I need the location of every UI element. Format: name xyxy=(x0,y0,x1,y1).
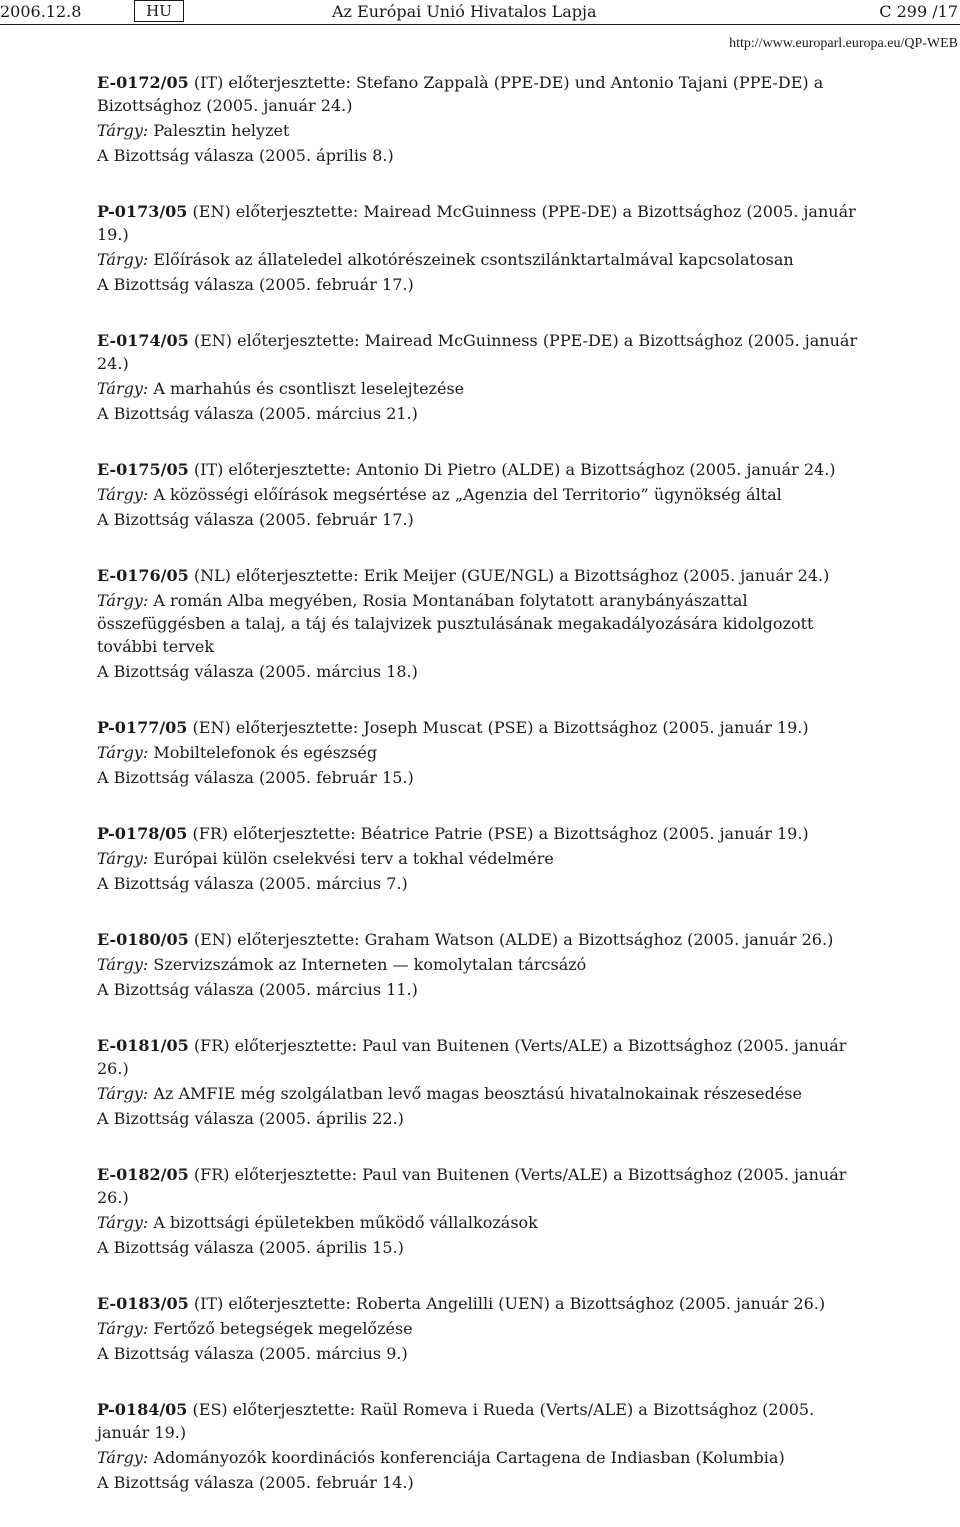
question-ref: E-0182/05 xyxy=(97,1165,189,1184)
question-ref: E-0181/05 xyxy=(97,1036,189,1055)
entry-submission xyxy=(97,1292,867,1315)
submission-text: (EN) előterjesztette: Mairead McGuinness (PPE-DE) a Bizottsághoz (2005. január 24.) xyxy=(97,331,858,373)
subject-label: Tárgy: xyxy=(97,591,149,610)
subject-text: Előírások az állateledel alkotórészeinek csontszilánktartalmával kapcsolatosan xyxy=(148,250,794,269)
submission-text: (IT) előterjesztette: Roberta Angelilli (UEN) a Bizottsághoz (2005. január 26.) xyxy=(188,1294,826,1313)
entry-submission xyxy=(97,716,867,739)
submission-text: (IT) előterjesztette: Stefano Zappalà (PPE-DE) und Antonio Tajani (PPE-DE) a Bizottsághoz (2005. január 24.) xyxy=(97,73,824,115)
entry-submission xyxy=(97,822,867,845)
subject-text: Fertőző betegségek megelőzése xyxy=(148,1319,413,1338)
page-reference: C 299 /17 xyxy=(879,2,958,21)
subject-label: Tárgy: xyxy=(97,849,149,868)
question-ref: P-0178/05 xyxy=(97,824,188,843)
entry-subject xyxy=(97,119,867,142)
question-ref: E-0174/05 xyxy=(97,331,189,350)
entry-subject xyxy=(97,483,867,506)
entry-submission xyxy=(97,1398,867,1444)
subject-text: A közösségi előírások megsértése az „Agenzia del Territorio” ügynökség által xyxy=(148,485,782,504)
entry-answer: A Bizottság válasza (2005. február 14.) xyxy=(97,1473,414,1492)
submission-text: (FR) előterjesztette: Béatrice Patrie (PSE) a Bizottsághoz (2005. január 19.) xyxy=(187,824,809,843)
subject-text: Mobiltelefonok és egészség xyxy=(148,743,378,762)
entry-answer: A Bizottság válasza (2005. február 17.) xyxy=(97,275,414,294)
entry-subject xyxy=(97,377,867,400)
subject-text: Európai külön cselekvési terv a tokhal védelmére xyxy=(148,849,554,868)
entry-subject xyxy=(97,1082,867,1105)
entry-submission xyxy=(97,71,867,117)
entry-submission xyxy=(97,200,867,246)
entry-answer: A Bizottság válasza (2005. március 7.) xyxy=(97,874,408,893)
entry-answer: A Bizottság válasza (2005. április 22.) xyxy=(97,1109,404,1128)
entry-submission xyxy=(97,1034,867,1080)
subject-label: Tárgy: xyxy=(97,1319,149,1338)
submission-text: (ES) előterjesztette: Raül Romeva i Rueda (Verts/ALE) a Bizottsághoz (2005. január 19.) xyxy=(97,1400,815,1442)
question-ref: E-0172/05 xyxy=(97,73,189,92)
journal-title: Az Európai Unió Hivatalos Lapja xyxy=(332,2,597,21)
entry-answer: A Bizottság válasza (2005. április 8.) xyxy=(97,146,394,165)
subject-text: Az AMFIE még szolgálatban levő magas beosztású hivatalnokainak részesedése xyxy=(148,1084,802,1103)
header-divider xyxy=(0,24,960,25)
question-entry xyxy=(97,1398,867,1494)
entry-submission xyxy=(97,458,867,481)
question-entry xyxy=(97,928,867,1001)
subject-label: Tárgy: xyxy=(97,1448,149,1467)
question-ref: P-0184/05 xyxy=(97,1400,188,1419)
question-entry xyxy=(97,200,867,296)
question-ref: E-0183/05 xyxy=(97,1294,189,1313)
subject-text: Palesztin helyzet xyxy=(148,121,290,140)
question-entry xyxy=(97,329,867,425)
submission-text: (FR) előterjesztette: Paul van Buitenen (Verts/ALE) a Bizottsághoz (2005. január 26.) xyxy=(97,1036,847,1078)
entry-answer: A Bizottság válasza (2005. március 21.) xyxy=(97,404,418,423)
entry-submission xyxy=(97,1163,867,1209)
subject-text: Adományozók koordinációs konferenciája Cartagena de Indiasban (Kolumbia) xyxy=(148,1448,785,1467)
subject-text: A bizottsági épületekben működő vállalkozások xyxy=(148,1213,538,1232)
question-entry xyxy=(97,564,867,683)
subject-label: Tárgy: xyxy=(97,250,149,269)
question-list xyxy=(97,71,867,1527)
entry-subject xyxy=(97,1211,867,1234)
subject-label: Tárgy: xyxy=(97,955,149,974)
question-ref: P-0177/05 xyxy=(97,718,188,737)
entry-subject xyxy=(97,1446,867,1469)
submission-text: (EN) előterjesztette: Joseph Muscat (PSE) a Bizottsághoz (2005. január 19.) xyxy=(187,718,809,737)
subject-label: Tárgy: xyxy=(97,121,149,140)
submission-text: (FR) előterjesztette: Paul van Buitenen (Verts/ALE) a Bizottsághoz (2005. január 26.) xyxy=(97,1165,847,1207)
subject-text: Szervizszámok az Interneten — komolytalan tárcsázó xyxy=(148,955,587,974)
subject-label: Tárgy: xyxy=(97,379,149,398)
entry-answer: A Bizottság válasza (2005. március 18.) xyxy=(97,662,418,681)
page-header xyxy=(0,0,960,26)
entry-subject xyxy=(97,589,867,658)
question-entry xyxy=(97,71,867,167)
entry-subject xyxy=(97,741,867,764)
question-ref: E-0175/05 xyxy=(97,460,189,479)
question-ref: E-0176/05 xyxy=(97,566,189,585)
entry-submission xyxy=(97,329,867,375)
entry-subject xyxy=(97,953,867,976)
submission-text: (IT) előterjesztette: Antonio Di Pietro (ALDE) a Bizottsághoz (2005. január 24.) xyxy=(188,460,836,479)
question-entry xyxy=(97,716,867,789)
entry-answer: A Bizottság válasza (2005. április 15.) xyxy=(97,1238,404,1257)
subject-label: Tárgy: xyxy=(97,485,149,504)
subject-label: Tárgy: xyxy=(97,1213,149,1232)
entry-subject xyxy=(97,847,867,870)
question-entry xyxy=(97,822,867,895)
subject-label: Tárgy: xyxy=(97,743,149,762)
question-entry xyxy=(97,1292,867,1365)
question-entry xyxy=(97,1034,867,1130)
entry-subject xyxy=(97,1317,867,1340)
entry-submission xyxy=(97,564,867,587)
entry-answer: A Bizottság válasza (2005. február 17.) xyxy=(97,510,414,529)
subject-text: A román Alba megyében, Rosia Montanában folytatott aranybányászattal összefüggésben a talaj, a táj és talajvizek pusztulásának megakadályozására kidolgozott további tervek xyxy=(97,591,814,656)
subject-label: Tárgy: xyxy=(97,1084,149,1103)
entry-answer: A Bizottság válasza (2005. március 11.) xyxy=(97,980,418,999)
language-badge: HU xyxy=(134,0,184,22)
question-entry xyxy=(97,1163,867,1259)
entry-submission xyxy=(97,928,867,951)
question-entry xyxy=(97,458,867,531)
question-ref: E-0180/05 xyxy=(97,930,189,949)
entry-answer: A Bizottság válasza (2005. február 15.) xyxy=(97,768,414,787)
subject-text: A marhahús és csontliszt leselejtezése xyxy=(148,379,465,398)
submission-text: (NL) előterjesztette: Erik Meijer (GUE/NGL) a Bizottsághoz (2005. január 24.) xyxy=(188,566,830,585)
entry-subject xyxy=(97,248,867,271)
source-url[interactable]: http://www.europarl.europa.eu/QP-WEB xyxy=(729,36,958,51)
entry-answer: A Bizottság válasza (2005. március 9.) xyxy=(97,1344,408,1363)
submission-text: (EN) előterjesztette: Graham Watson (ALDE) a Bizottsághoz (2005. január 26.) xyxy=(188,930,834,949)
question-ref: P-0173/05 xyxy=(97,202,188,221)
submission-text: (EN) előterjesztette: Mairead McGuinness (PPE-DE) a Bizottsághoz (2005. január 19.) xyxy=(97,202,856,244)
publication-date: 2006.12.8 xyxy=(0,2,82,21)
